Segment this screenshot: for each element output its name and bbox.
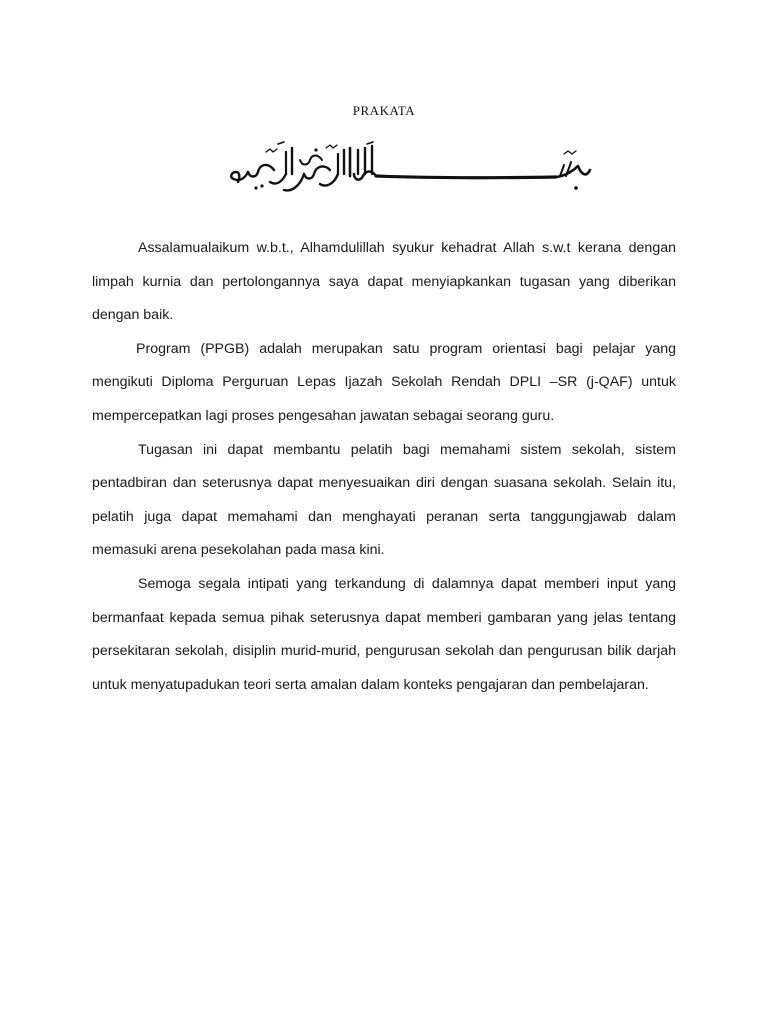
paragraph-3: Tugasan ini dapat membantu pelatih bagi memahami sistem sekolah, sistem pentadbiran dan seterusnya dapat menyesuaikan diri dengan suasana sekolah. Selain itu, pelatih juga dapat memahami dan menghayati peranan serta tanggungjawab dalam memasuki arena pesekolahan pada masa kini. bbox=[92, 441, 676, 559]
preface-body bbox=[92, 232, 676, 702]
paragraph-1: Assalamualaikum w.b.t., Alhamdulillah syukur kehadrat Allah s.w.t kerana dengan limpah kurnia dan pertolongannya saya dapat menyiapkankan tugasan yang diberikan dengan baik. bbox=[92, 240, 676, 324]
paragraph-2: Program (PPGB) adalah merupakan satu program orientasi bagi pelajar yang mengikuti Diploma Perguruan Lepas Ijazah Sekolah Rendah DPLI –SR (j-QAF) untuk mempercepatkan lagi proses pengesahan jawatan sebagai seorang guru. bbox=[92, 340, 676, 424]
page-title: PRAKATA bbox=[352, 103, 416, 118]
basmalah-calligraphy bbox=[226, 140, 594, 204]
paragraph-4: Semoga segala intipati yang terkandung di dalamnya dapat memberi input yang bermanfaat kepada semua pihak seterusnya dapat memberi gambaran yang jelas tentang persekitaran sekolah, disiplin murid-murid, pengurusan sekolah dan pengurusan bilik darjah untuk menyatupadukan teori serta amalan dalam konteks pengajaran dan pembelajaran. bbox=[92, 575, 676, 693]
